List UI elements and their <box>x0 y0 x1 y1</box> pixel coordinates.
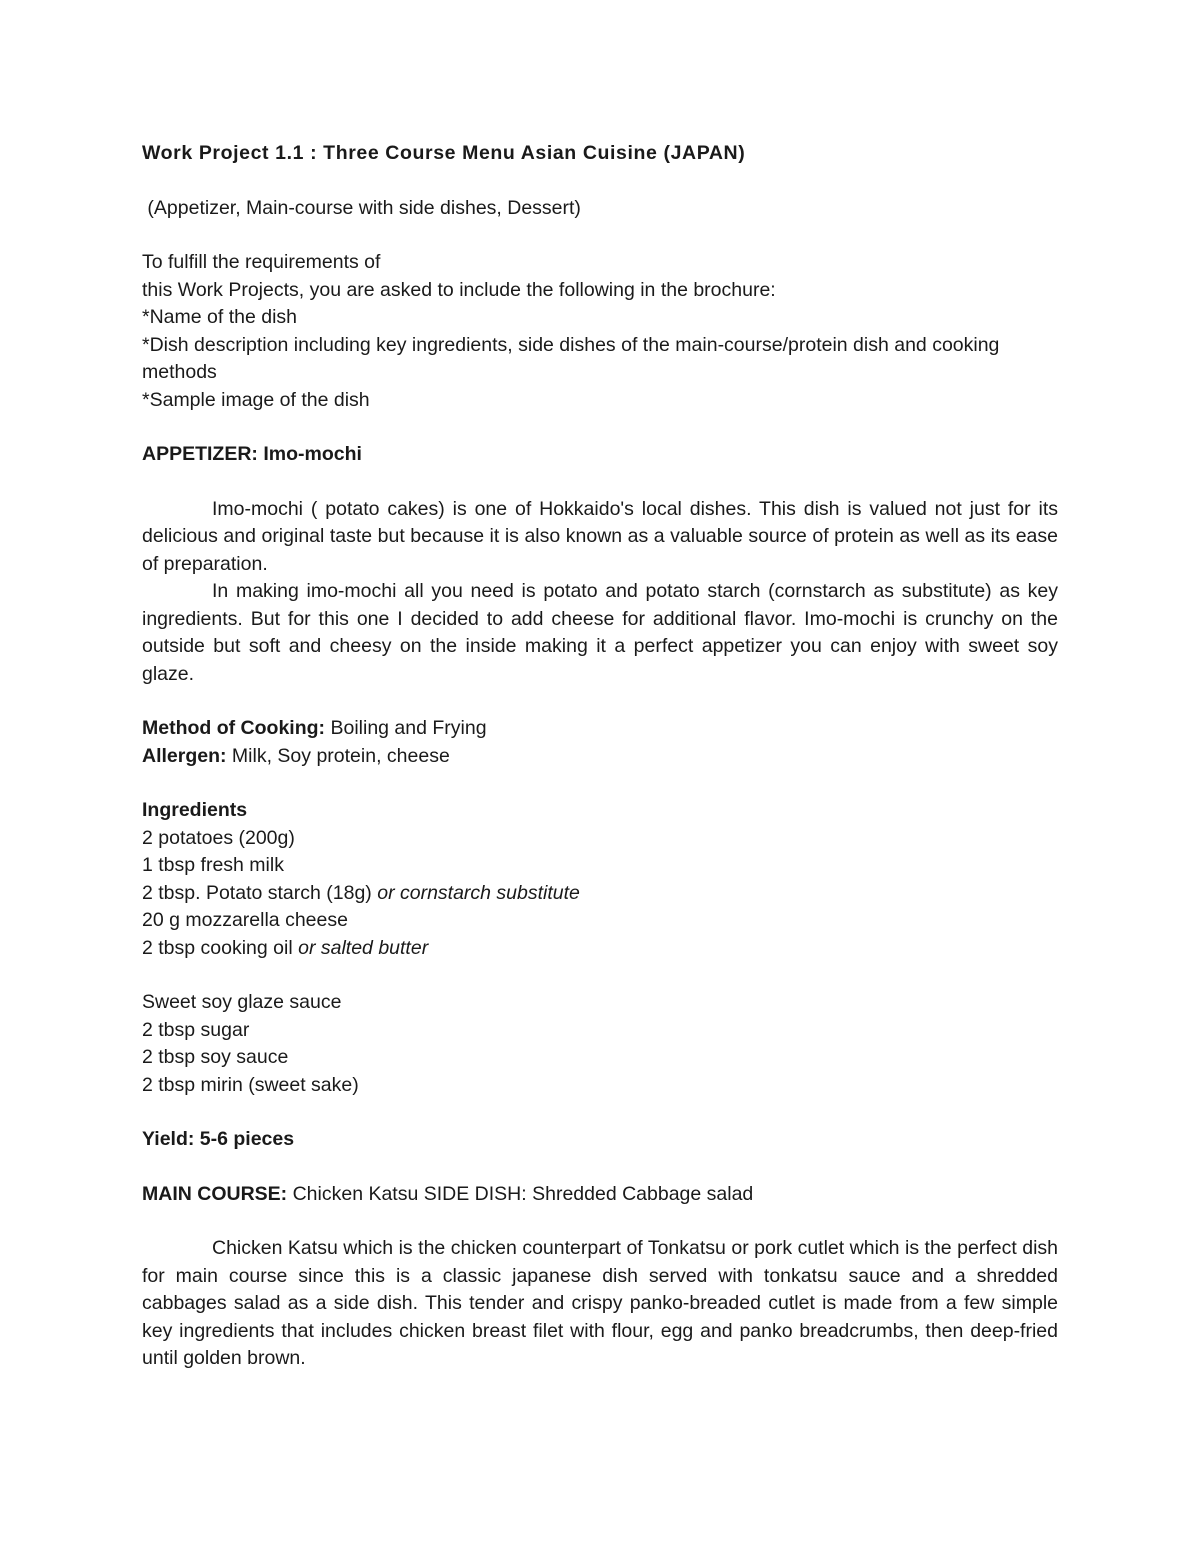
ingredient-alternative: or salted butter <box>298 936 429 959</box>
requirements-line: this Work Projects, you are asked to include the following in the brochure: <box>142 278 776 301</box>
appetizer-paragraph: In making imo-mochi all you need is potato and potato starch (cornstarch as substitute) as key ingredients. But for this one I decided to add cheese for additional flavor. Imo-mochi is crunchy on the outside but soft and cheesy on the inside making it a perfect appetizer you can enjoy with sweet soy glaze. <box>142 580 1058 685</box>
appetizer-paragraph: Imo-mochi ( potato cakes) is one of Hokkaido's local dishes. This dish is valued not just for its delicious and original taste but because it is also known as a valuable source of protein as well as its ease of preparation. <box>142 497 1058 575</box>
ingredient-item <box>142 935 1058 963</box>
main-course-heading <box>142 1181 1058 1209</box>
sauce-item: 2 tbsp soy sauce <box>142 1046 289 1068</box>
requirements-line: To fulfill the requirements of <box>142 251 381 273</box>
ingredient-item <box>142 880 1058 908</box>
sauce-item: 2 tbsp sugar <box>142 1018 250 1041</box>
method-of-cooking <box>142 715 1058 743</box>
ingredient-text: 20 g mozzarella cheese <box>142 909 348 931</box>
method-label: Method of Cooking: <box>142 717 326 739</box>
ingredient-text: 1 tbsp fresh milk <box>142 854 284 876</box>
method-value: Boiling and Frying <box>325 717 487 739</box>
ingredient-item <box>142 825 1058 853</box>
appetizer-details <box>142 715 1058 770</box>
yield-line: Yield: 5-6 pieces <box>142 1128 295 1150</box>
ingredients-heading: Ingredients <box>142 799 248 821</box>
requirements-item: *Name of the dish <box>142 306 298 328</box>
requirements-item: *Dish description including key ingredients, side dishes of the main-course/protein dish and cooking methods <box>142 333 1000 383</box>
requirements-block <box>142 249 1058 414</box>
ingredient-item <box>142 907 1058 935</box>
document-page <box>142 140 1058 1373</box>
main-course-label: MAIN COURSE: <box>142 1182 288 1205</box>
sauce-item: 2 tbsp mirin (sweet sake) <box>142 1073 359 1096</box>
document-subtitle: (Appetizer, Main-course with side dishes, Dessert) <box>142 196 581 219</box>
main-course-paragraph: Chicken Katsu which is the chicken counterpart of Tonkatsu or pork cutlet which is the perfect dish for main course since this is a classic japanese dish served with tonkatsu sauce and a shredded cabbages salad as a side dish. This tender and crispy panko-breaded cutlet is made from a few simple key ingredients that includes chicken breast filet with flour, egg and panko breadcrumbs, then deep-fried until golden brown. <box>142 1237 1058 1369</box>
requirements-item: *Sample image of the dish <box>142 388 370 411</box>
appetizer-heading: APPETIZER: Imo-mochi <box>142 443 362 465</box>
document-title: Work Project 1.1 : Three Course Menu Asian Cuisine (JAPAN) <box>142 142 746 164</box>
allergen-label: Allergen: <box>142 744 227 767</box>
allergen <box>142 743 1058 771</box>
allergen-value: Milk, Soy protein, cheese <box>226 744 450 767</box>
ingredient-text: 2 potatoes (200g) <box>142 826 295 849</box>
ingredient-item <box>142 852 1058 880</box>
appetizer-description <box>142 496 1058 689</box>
ingredient-text: 2 tbsp cooking oil <box>142 936 299 959</box>
ingredients-list <box>142 797 1058 962</box>
main-course-value: Chicken Katsu SIDE DISH: Shredded Cabbage salad <box>287 1182 754 1205</box>
ingredient-text: 2 tbsp. Potato starch (18g) <box>142 881 378 904</box>
sauce-list <box>142 989 1058 1099</box>
sauce-heading: Sweet soy glaze sauce <box>142 991 342 1013</box>
ingredient-alternative: or cornstarch substitute <box>377 881 580 904</box>
